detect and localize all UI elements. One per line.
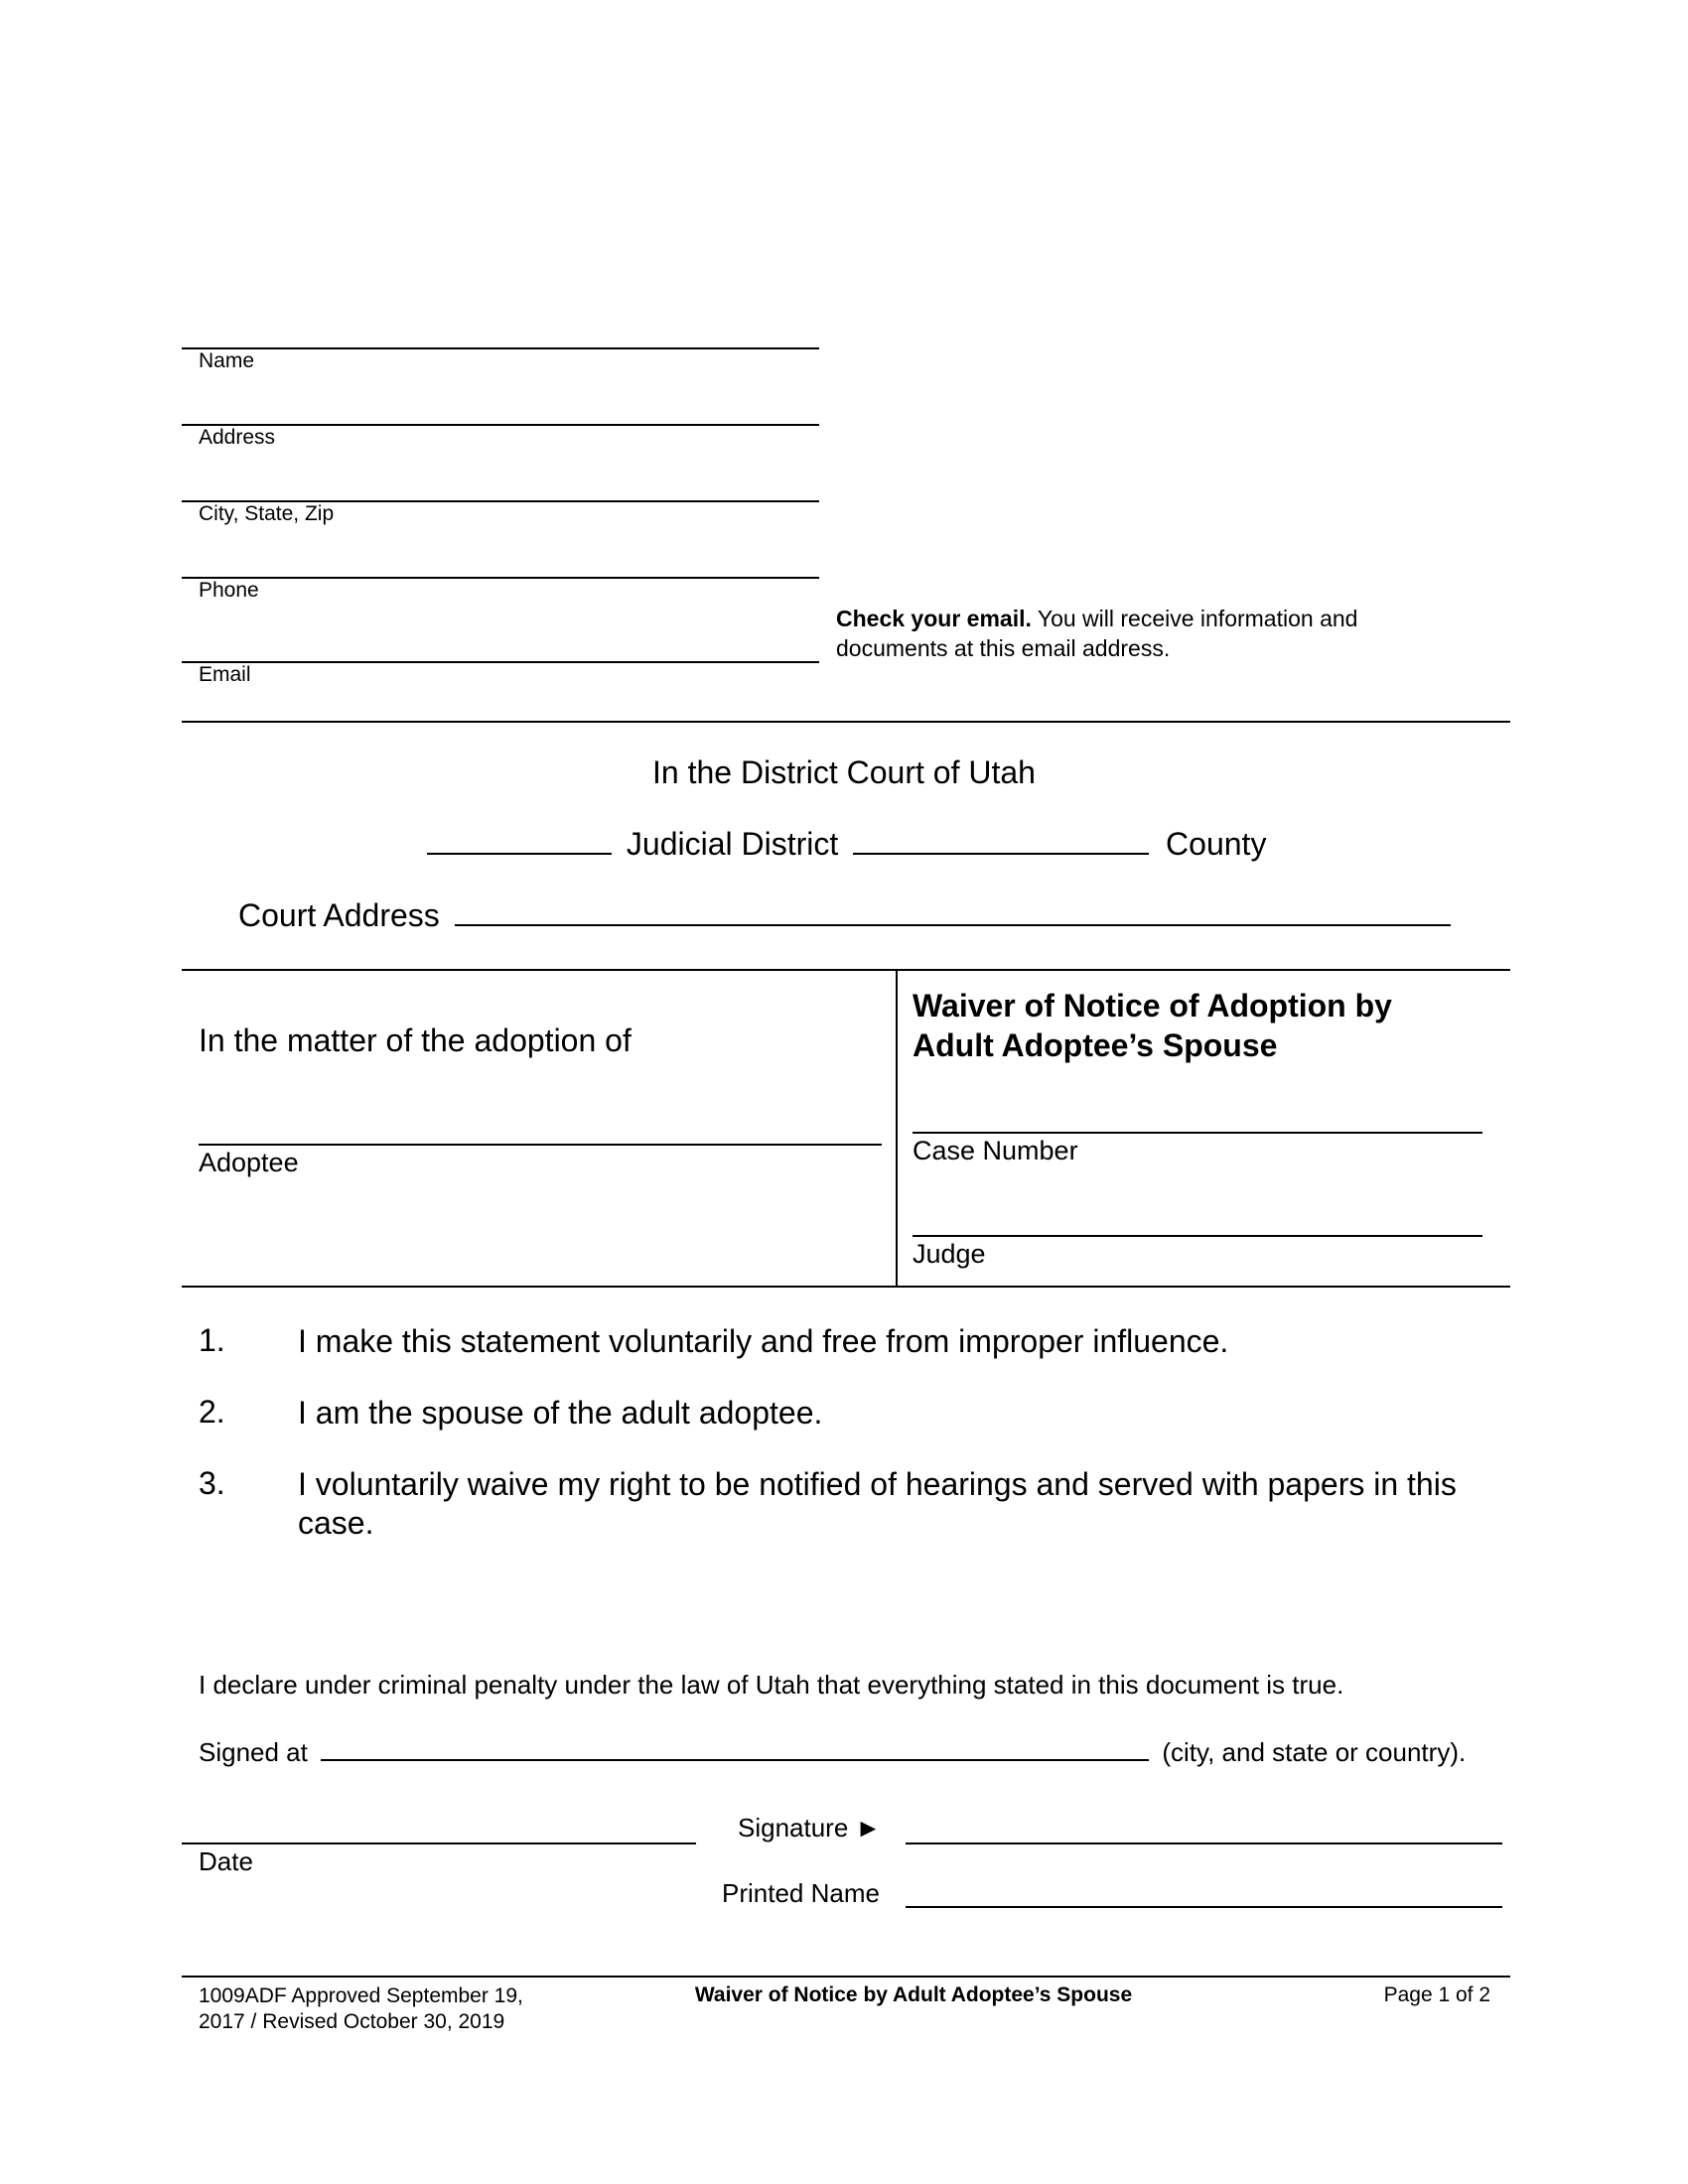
statement-text: I am the spouse of the adult adoptee.: [298, 1395, 823, 1431]
signed-at-row: [199, 1735, 1466, 1768]
signature-label: Signature ►: [738, 1813, 882, 1843]
email-notice-bold: Check your email.: [836, 606, 1032, 631]
caption-bottom-border: [182, 1286, 1510, 1288]
adoptee-line[interactable]: [199, 1144, 882, 1146]
footer-page: Page 1 of 2: [1383, 1983, 1490, 2006]
date-label: Date: [199, 1846, 253, 1876]
phone-label: Phone: [199, 579, 259, 602]
adoptee-label: Adoptee: [199, 1148, 299, 1177]
caption-top-border: [182, 969, 1510, 971]
adoption-matter-text: In the matter of the adoption of: [199, 1023, 632, 1058]
district-blank[interactable]: [427, 829, 612, 855]
name-label: Name: [199, 349, 255, 372]
address-line[interactable]: [182, 424, 819, 426]
city-state-zip-label: City, State, Zip: [199, 502, 335, 525]
printed-name-label: Printed Name: [722, 1878, 880, 1908]
declaration-text: I declare under criminal penalty under the law of Utah that everything stated in this document is true.: [199, 1670, 1344, 1700]
email-notice: [836, 604, 1452, 663]
caption-center-divider: [896, 969, 898, 1287]
statement-number: 2.: [199, 1394, 225, 1430]
signed-at-suffix: (city, and state or country).: [1162, 1737, 1467, 1767]
footer-form-id: 1009ADF Approved September 19, 2017 / Revised October 30, 2019: [199, 1984, 523, 2033]
footer-title: Waiver of Notice by Adult Adoptee’s Spouse: [694, 1983, 1133, 2006]
county-label: County: [1166, 826, 1267, 862]
signature-line[interactable]: [906, 1843, 1502, 1844]
header-divider: [182, 721, 1510, 723]
address-label: Address: [199, 426, 276, 449]
court-address-row: [238, 897, 1451, 934]
printed-name-line[interactable]: [906, 1906, 1502, 1908]
email-line[interactable]: [182, 661, 819, 663]
case-number-line[interactable]: [913, 1132, 1482, 1134]
statement-number: 1.: [199, 1322, 225, 1358]
judge-line[interactable]: [913, 1235, 1482, 1237]
signed-at-label: Signed at: [199, 1737, 308, 1767]
email-label: Email: [199, 663, 251, 686]
case-number-label: Case Number: [913, 1136, 1078, 1165]
statement-number: 3.: [199, 1465, 225, 1501]
court-title: In the District Court of Utah: [652, 754, 1036, 790]
district-county-row: [427, 826, 1266, 863]
phone-line[interactable]: [182, 577, 819, 579]
statement-text: I voluntarily waive my right to be notified of hearings and served with papers in this case.: [298, 1466, 1457, 1541]
email-notice-text: You will receive information and documents at this email address.: [836, 606, 1358, 661]
judicial-district-label: Judicial District: [626, 826, 839, 862]
name-line[interactable]: [182, 347, 819, 349]
date-line[interactable]: [182, 1843, 696, 1844]
court-address-label: Court Address: [238, 897, 440, 933]
judge-label: Judge: [913, 1239, 986, 1269]
county-blank[interactable]: [853, 829, 1149, 855]
form-title: Waiver of Notice of Adoption by Adult Adoptee’s Spouse: [913, 988, 1392, 1063]
statement-text: I make this statement voluntarily and free from improper influence.: [298, 1323, 1229, 1359]
signed-at-blank[interactable]: [321, 1735, 1149, 1761]
court-address-blank[interactable]: [455, 900, 1451, 926]
footer-divider: [182, 1976, 1510, 1978]
